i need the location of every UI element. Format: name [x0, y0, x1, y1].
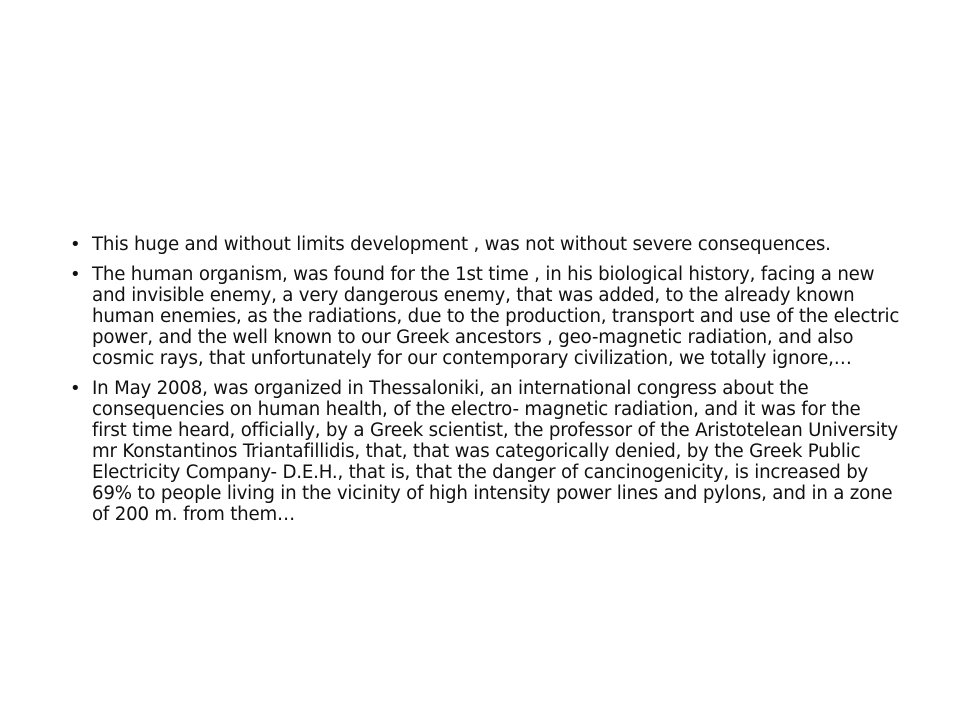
bullet-icon: •: [70, 234, 81, 255]
bullet-list: [70, 234, 900, 525]
bullet-item-consequences: [70, 234, 900, 255]
bullet-text: This huge and without limits development , was not without severe consequences.: [92, 234, 831, 255]
slide-body: [70, 234, 900, 534]
bullet-icon: •: [70, 378, 81, 399]
bullet-icon: •: [70, 264, 81, 285]
bullet-item-congress: [70, 378, 900, 525]
bullet-text: In May 2008, was organized in Thessaloniki, an international congress about the consequencies on human health, of the electro- magnetic radiation, and it was for the first time heard, officially, by a Greek scientist, the professor of the Aristotelean University mr Konstantinos Triantafillidis, that, that was categorically denied, by the Greek Public Electricity Company- D.E.H., that is, that the danger of cancinogenicity, is increased by 69% to people living in the vicinity of high intensity power lines and pylons, and in a zone of 200 m. from them…: [92, 378, 898, 525]
bullet-item-human-organism: [70, 264, 900, 369]
bullet-text: The human organism, was found for the 1st time , in his biological history, facing a new and invisible enemy, a very dangerous enemy, that was added, to the already known human enemies, as the radiations, due to the production, transport and use of the electric power, and the well known to our Greek ancestors , geo-magnetic radiation, and also cosmic rays, that unfortunately for our contemporary civilization, we totally ignore,…: [92, 264, 900, 369]
